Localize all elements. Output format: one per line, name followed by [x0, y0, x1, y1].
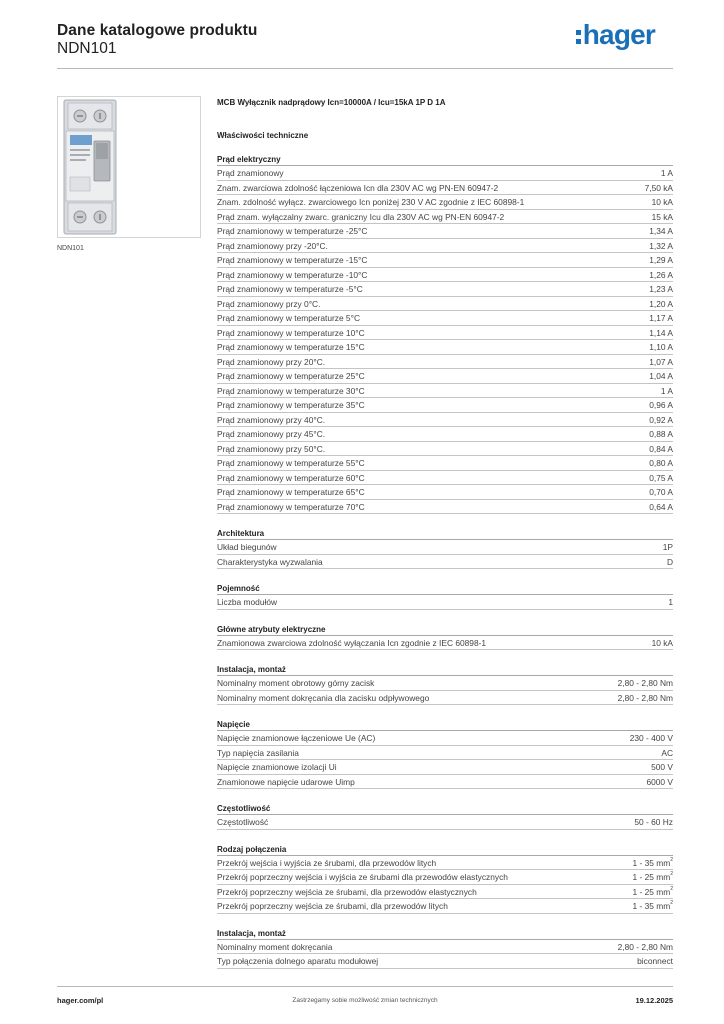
- spec-value: [649, 340, 673, 354]
- spec-value-text: 2,80 - 2,80 Nm: [617, 941, 673, 952]
- spec-label: Przekrój poprzeczny wejścia i wyjścia ze śrubami dla przewodów elastycznych: [217, 872, 508, 882]
- spec-row: [217, 268, 673, 283]
- spec-value: [634, 815, 673, 829]
- spec-value: [649, 413, 673, 427]
- spec-label: Prąd znamionowy przy 45°C.: [217, 429, 326, 439]
- unit-superscript: 2: [670, 900, 673, 906]
- spec-value: [649, 253, 673, 267]
- spec-label: Przekrój wejścia i wyjścia ze śrubami, dla przewodów litych: [217, 857, 437, 868]
- spec-row: [217, 253, 673, 268]
- spec-row: [217, 775, 673, 790]
- spec-label: Prąd znamionowy: [217, 168, 284, 178]
- spec-label: Nominalny moment dokręcania dla zacisku odpływowego: [217, 692, 430, 703]
- product-image-caption: NDN101: [57, 245, 84, 252]
- product-specs: [217, 97, 673, 969]
- spec-label: Napięcie znamionowe łączeniowe Ue (AC): [217, 733, 376, 743]
- technical-properties-title: Właściwości techniczne: [217, 131, 309, 140]
- spec-section: [217, 528, 673, 569]
- spec-value: [649, 427, 673, 441]
- spec-value: [661, 166, 673, 180]
- spec-row: [217, 746, 673, 761]
- footer-divider: [57, 986, 673, 987]
- spec-value: [667, 555, 673, 569]
- spec-label: Prąd znamionowy przy 20°C.: [217, 356, 326, 367]
- spec-value: [649, 369, 673, 383]
- spec-value-text: 6000 V: [646, 776, 673, 787]
- section-title: Pojemność: [217, 583, 673, 595]
- spec-value-text: 0,88 A: [649, 429, 673, 439]
- spec-value-text: 1,29 A: [649, 255, 673, 265]
- circuit-breaker-icon: [58, 97, 200, 237]
- spec-value-text: 0,84 A: [649, 443, 673, 454]
- spec-value-text: 1 - 35 mm: [632, 857, 671, 868]
- spec-sections: [217, 154, 673, 969]
- spec-value: [649, 239, 673, 253]
- spec-value: [645, 181, 673, 195]
- spec-value-text: 1 - 25 mm: [632, 872, 671, 882]
- spec-row: [217, 471, 673, 486]
- spec-label: Prąd znamionowy w temperaturze 30°C: [217, 385, 365, 396]
- spec-label: Przekrój poprzeczny wejścia ze śrubami, dla przewodów elastycznych: [217, 886, 477, 897]
- spec-label: Częstotliwość: [217, 817, 269, 827]
- logo-text: hager: [582, 19, 655, 50]
- spec-value: [649, 224, 673, 238]
- spec-value-text: 15 kA: [651, 211, 673, 222]
- spec-value-text: 1,14 A: [649, 327, 673, 338]
- spec-section: [217, 624, 673, 651]
- spec-row: [217, 485, 673, 500]
- spec-label: Prąd znamionowy w temperaturze -25°C: [217, 226, 368, 236]
- spec-label: Prąd znamionowy w temperaturze 10°C: [217, 327, 365, 338]
- spec-label: Prąd znamionowy w temperaturze -5°C: [217, 284, 363, 294]
- footer-disclaimer: Zastrzegamy sobie możliwość zmian technicznych: [292, 997, 438, 1004]
- spec-row: [217, 691, 673, 706]
- spec-section: [217, 928, 673, 969]
- spec-value: [618, 691, 673, 705]
- spec-row: [217, 870, 673, 885]
- section-title: Instalacja, montaż: [217, 664, 673, 676]
- spec-label: Prąd znamionowy w temperaturze 5°C: [217, 313, 360, 323]
- spec-value-text: 0,75 A: [649, 472, 673, 483]
- spec-value-text: 0,92 A: [649, 414, 673, 425]
- spec-value-text: 1 A: [660, 168, 673, 178]
- spec-label: Znam. zdolność wyłącz. zwarciowego Icn poniżej 230 V AC zgodnie z IEC 60898-1: [217, 197, 525, 207]
- spec-row: [217, 885, 673, 900]
- spec-label: Prąd znamionowy przy -20°C.: [217, 240, 328, 251]
- spec-value-text: 1,17 A: [649, 313, 673, 323]
- spec-label: Typ połączenia dolnego aparatu modułowej: [217, 956, 379, 966]
- spec-value: [649, 297, 673, 311]
- spec-label: Prąd znamionowy przy 0°C.: [217, 298, 321, 309]
- spec-row: [217, 940, 673, 955]
- spec-value-text: 1,07 A: [649, 356, 673, 367]
- spec-value: [633, 856, 673, 870]
- spec-section: [217, 803, 673, 830]
- spec-value: [649, 311, 673, 325]
- spec-value: [649, 485, 673, 499]
- spec-value-text: 10 kA: [651, 637, 673, 648]
- spec-row: [217, 355, 673, 370]
- spec-row: [217, 326, 673, 341]
- spec-value-text: 7,50 kA: [644, 182, 673, 193]
- spec-value-text: 1,34 A: [649, 226, 673, 236]
- spec-row: [217, 224, 673, 239]
- footer-website-link[interactable]: hager.com/pl: [57, 996, 104, 1005]
- spec-row: [217, 369, 673, 384]
- spec-section: [217, 719, 673, 789]
- spec-row: [217, 760, 673, 775]
- spec-label: Nominalny moment dokręcania: [217, 941, 333, 952]
- section-title: Instalacja, montaż: [217, 928, 673, 940]
- spec-row: [217, 540, 673, 555]
- spec-value: [646, 775, 673, 789]
- page-footer: [57, 994, 673, 1010]
- spec-value-text: 1,10 A: [649, 342, 673, 352]
- spec-label: Prąd znamionowy przy 40°C.: [217, 414, 326, 425]
- spec-value: [661, 746, 673, 760]
- spec-section: [217, 844, 673, 914]
- spec-row: [217, 282, 673, 297]
- spec-row: [217, 636, 673, 651]
- spec-value: [649, 471, 673, 485]
- spec-value: [651, 760, 673, 774]
- section-title: Napięcie: [217, 719, 673, 731]
- spec-value-text: 0,64 A: [649, 501, 673, 512]
- spec-row: [217, 954, 673, 969]
- spec-row: [217, 398, 673, 413]
- spec-value-text: 500 V: [651, 762, 673, 772]
- spec-value: [649, 442, 673, 456]
- spec-value-text: 1 - 25 mm: [632, 886, 671, 897]
- spec-value: [649, 500, 673, 514]
- spec-row: [217, 500, 673, 515]
- product-image: [57, 96, 201, 238]
- spec-row: [217, 181, 673, 196]
- spec-row: [217, 595, 673, 610]
- spec-row: [217, 442, 673, 457]
- spec-label: Typ napięcia zasilania: [217, 747, 299, 758]
- spec-row: [217, 815, 673, 830]
- spec-value-text: 1,04 A: [649, 371, 673, 381]
- spec-value-text: 1,23 A: [649, 284, 673, 294]
- spec-label: Prąd znamionowy w temperaturze 70°C: [217, 501, 365, 512]
- spec-value: [649, 398, 673, 412]
- spec-value-text: 1 A: [660, 385, 673, 396]
- spec-label: Liczba modułów: [217, 597, 278, 607]
- hager-logo: [576, 20, 655, 50]
- spec-value: [661, 384, 673, 398]
- spec-value-text: 1: [668, 597, 673, 607]
- spec-value-text: 0,96 A: [649, 400, 673, 410]
- spec-value-text: 50 - 60 Hz: [634, 817, 673, 827]
- spec-label: Przekrój poprzeczny wejścia ze śrubami, dla przewodów litych: [217, 901, 448, 911]
- spec-label: Znamionowe napięcie udarowe Uimp: [217, 776, 355, 787]
- spec-row: [217, 210, 673, 225]
- spec-value: [649, 282, 673, 296]
- spec-value-text: 1 - 35 mm: [632, 901, 671, 911]
- spec-value: [637, 954, 673, 968]
- spec-value: [649, 355, 673, 369]
- spec-row: [217, 555, 673, 570]
- spec-label: Układ biegunów: [217, 542, 277, 552]
- document-title: Dane katalogowe produktu: [57, 22, 258, 39]
- spec-label: Prąd znamionowy w temperaturze 25°C: [217, 371, 365, 381]
- logo-dots-icon: [576, 30, 581, 44]
- spec-section: [217, 664, 673, 705]
- unit-superscript: 2: [670, 885, 673, 892]
- spec-label: Charakterystyka wyzwalania: [217, 556, 323, 567]
- spec-row: [217, 311, 673, 326]
- section-title: Architektura: [217, 528, 673, 540]
- header-divider: [57, 68, 673, 69]
- spec-label: Prąd znamionowy przy 50°C.: [217, 443, 326, 454]
- spec-value-text: 2,80 - 2,80 Nm: [617, 678, 673, 688]
- spec-value: [618, 676, 673, 690]
- spec-row: [217, 384, 673, 399]
- spec-value-text: AC: [661, 747, 673, 758]
- spec-value: [633, 870, 673, 884]
- unit-superscript: 2: [670, 856, 673, 863]
- spec-label: Prąd znamionowy w temperaturze -15°C: [217, 255, 368, 265]
- section-title: Częstotliwość: [217, 803, 673, 815]
- spec-value-text: 0,70 A: [649, 487, 673, 497]
- spec-label: Prąd znamionowy w temperaturze 35°C: [217, 400, 365, 410]
- spec-value-text: 1,32 A: [649, 240, 673, 251]
- spec-row: [217, 166, 673, 181]
- spec-row: [217, 340, 673, 355]
- spec-row: [217, 456, 673, 471]
- spec-value-text: 230 - 400 V: [629, 733, 673, 743]
- unit-superscript: 2: [670, 871, 673, 877]
- spec-section: [217, 154, 673, 514]
- spec-label: Nominalny moment obrotowy górny zacisk: [217, 678, 375, 688]
- spec-value: [618, 940, 673, 954]
- spec-row: [217, 413, 673, 428]
- page-header: [57, 20, 673, 68]
- spec-value-text: 10 kA: [651, 197, 673, 207]
- spec-label: Prąd znamionowy w temperaturze 60°C: [217, 472, 365, 483]
- spec-row: [217, 731, 673, 746]
- spec-value: [649, 456, 673, 470]
- spec-value-text: 1,20 A: [649, 298, 673, 309]
- spec-value: [652, 210, 673, 224]
- product-code: NDN101: [57, 40, 117, 57]
- spec-value: [633, 899, 673, 913]
- spec-value-text: D: [666, 556, 673, 567]
- spec-value: [652, 195, 673, 209]
- section-title: Główne atrybuty elektryczne: [217, 624, 673, 636]
- spec-value-text: 2,80 - 2,80 Nm: [617, 692, 673, 703]
- spec-section: [217, 583, 673, 610]
- spec-value-text: biconnect: [637, 956, 673, 966]
- spec-row: [217, 239, 673, 254]
- spec-label: Prąd znamionowy w temperaturze 15°C: [217, 342, 365, 352]
- spec-value: [649, 268, 673, 282]
- spec-label: Prąd znam. wyłączalny zwarc. graniczny Icu dla 230V AC wg PN-EN 60947-2: [217, 211, 505, 222]
- spec-row: [217, 427, 673, 442]
- spec-label: Znamionowa zwarciowa zdolność wyłączania Icn zgodnie z IEC 60898-1: [217, 637, 487, 648]
- spec-value: [630, 731, 673, 745]
- product-description: MCB Wyłącznik nadprądowy Icn=10000A / Icu=15kA 1P D 1A: [217, 98, 446, 107]
- spec-value-text: 1,26 A: [649, 269, 673, 280]
- section-title: Prąd elektryczny: [217, 154, 673, 166]
- spec-value: [652, 636, 673, 650]
- spec-row: [217, 676, 673, 691]
- spec-value: [663, 540, 673, 554]
- section-title: Rodzaj połączenia: [217, 844, 673, 856]
- spec-label: Prąd znamionowy w temperaturze 55°C: [217, 458, 365, 468]
- footer-date: 19.12.2025: [635, 996, 673, 1005]
- spec-label: Znam. zwarciowa zdolność łączeniowa Icn dla 230V AC wg PN-EN 60947-2: [217, 182, 499, 193]
- spec-label: Prąd znamionowy w temperaturze -10°C: [217, 269, 368, 280]
- spec-row: [217, 195, 673, 210]
- spec-row: [217, 856, 673, 871]
- spec-label: Napięcie znamionowe izolacji Ui: [217, 762, 337, 772]
- spec-value-text: 0,80 A: [649, 458, 673, 468]
- spec-label: Prąd znamionowy w temperaturze 65°C: [217, 487, 365, 497]
- spec-value: [649, 326, 673, 340]
- spec-value-text: 1P: [662, 542, 673, 552]
- spec-value: [633, 885, 673, 899]
- spec-row: [217, 297, 673, 312]
- spec-row: [217, 899, 673, 914]
- spec-value: [668, 595, 673, 609]
